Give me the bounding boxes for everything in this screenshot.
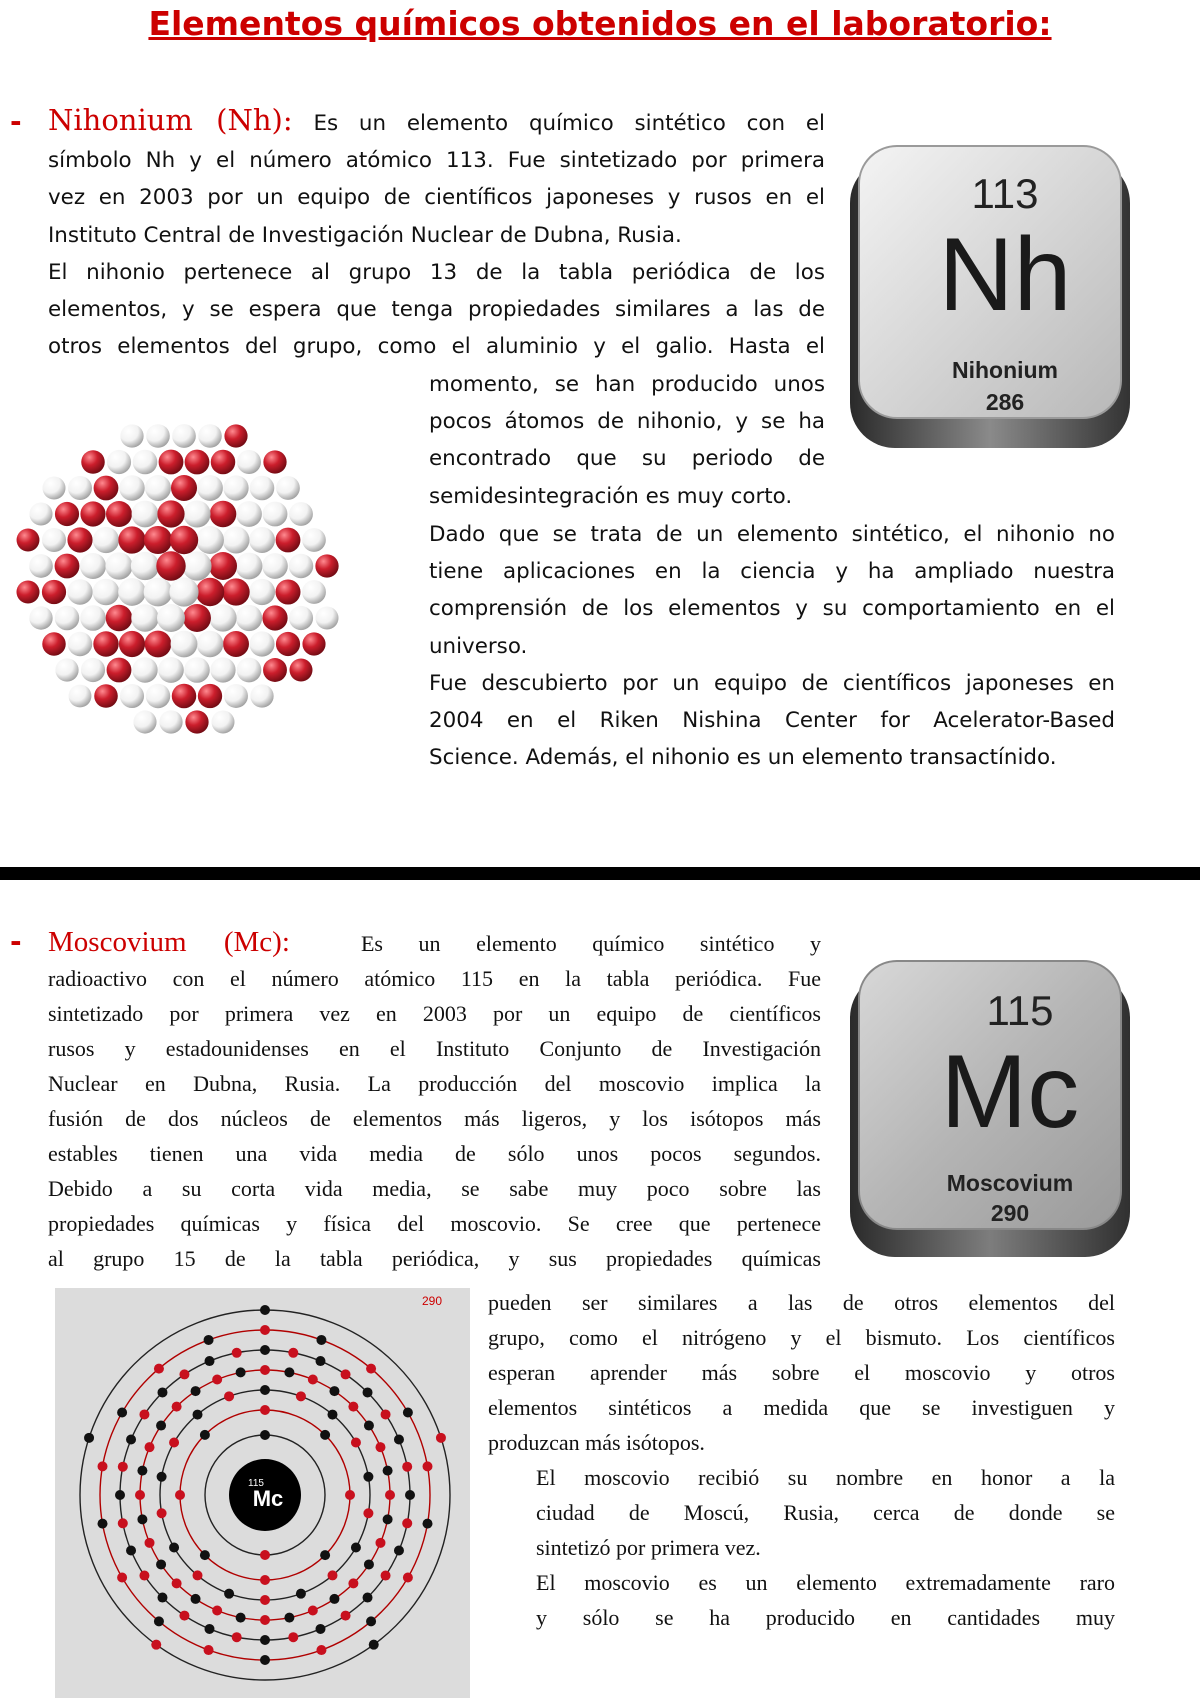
- electron-dot: [200, 1430, 210, 1440]
- nucleon-ball: [302, 632, 325, 655]
- text-line: sintetizado por primera vez en 2003 por un equipo de científicos: [48, 1001, 821, 1026]
- nucleon-ball: [132, 657, 157, 682]
- nucleon-ball: [223, 631, 249, 657]
- electron-dot: [288, 1348, 298, 1358]
- electron-dot: [98, 1461, 108, 1471]
- text-line: grupo, como el nitrógeno y el bismuto. Los científicos: [488, 1325, 1115, 1350]
- text-line: El nihonio pertenece al grupo 13 de la tabla periódica de los: [48, 259, 825, 285]
- text-line: Nuclear en Dubna, Rusia. La producción del moscovio implica la: [48, 1071, 821, 1096]
- tile-mass: 290: [990, 1200, 1030, 1226]
- nucleon-ball: [276, 476, 300, 500]
- nihonium-wide-paragraph: [48, 102, 825, 365]
- electron-dot: [117, 1408, 127, 1418]
- electron-dot: [394, 1545, 404, 1555]
- electron-dot: [156, 1421, 166, 1431]
- text-line: tiene aplicaciones en la ciencia y ha ampliado nuestra: [429, 559, 1115, 585]
- nucleon-ball: [145, 631, 172, 658]
- nucleon-ball: [249, 631, 274, 656]
- electron-dot: [316, 1335, 326, 1345]
- nihonium-bullet: -: [10, 105, 22, 138]
- nucleon-ball: [55, 606, 80, 631]
- electron-dot: [364, 1421, 374, 1431]
- electron-dot: [191, 1594, 201, 1604]
- nucleon-ball: [184, 657, 210, 683]
- nucleon-ball: [289, 658, 312, 681]
- nucleon-ball: [236, 605, 262, 631]
- electron-dot: [179, 1611, 189, 1621]
- electron-dot: [151, 1640, 161, 1650]
- nucleon-ball: [302, 580, 326, 604]
- nucleon-ball: [159, 710, 182, 733]
- moscovium-element-tile: [845, 955, 1135, 1265]
- electron-dot: [327, 1410, 337, 1420]
- electron-dot: [375, 1538, 385, 1548]
- electron-dot: [351, 1438, 361, 1448]
- electron-dot: [84, 1433, 94, 1443]
- text-line: esperan aprender más sobre el moscovio y otros: [488, 1360, 1115, 1385]
- nucleon-ball: [67, 579, 92, 604]
- nucleon-ball: [42, 632, 65, 655]
- nucleon-ball: [42, 476, 65, 499]
- electron-dot: [179, 1369, 189, 1379]
- electron-dot: [236, 1613, 246, 1623]
- nucleon-ball: [289, 502, 313, 526]
- electron-dot: [139, 1409, 149, 1419]
- nucleon-ball: [236, 501, 262, 527]
- electron-dot: [403, 1573, 413, 1583]
- electron-dot: [316, 1645, 326, 1655]
- electron-dot: [224, 1589, 234, 1599]
- electron-dot: [385, 1490, 395, 1500]
- electron-dot: [345, 1490, 355, 1500]
- electron-dot: [260, 1655, 270, 1665]
- electron-dot: [135, 1490, 145, 1500]
- nucleon-ball: [196, 526, 224, 554]
- electron-dot: [126, 1545, 136, 1555]
- text-line: El moscovio recibió su nombre en honor a la: [536, 1465, 1115, 1490]
- electron-dot: [157, 1508, 167, 1518]
- electron-dot: [260, 1305, 270, 1315]
- electron-dot: [260, 1595, 270, 1605]
- tile-symbol: Mc: [940, 1034, 1080, 1150]
- electron-dot: [288, 1632, 298, 1642]
- nucleon-ball: [144, 578, 173, 607]
- nucleon-ball: [224, 684, 248, 708]
- nucleon-ball: [17, 529, 40, 552]
- nucleon-ball: [250, 684, 273, 707]
- electron-dot: [224, 1391, 234, 1401]
- electron-dot: [320, 1550, 330, 1560]
- nucleon-ball: [275, 579, 300, 604]
- nucleon-ball: [222, 578, 249, 605]
- nucleon-ball: [42, 580, 66, 604]
- nucleon-ball: [55, 554, 80, 579]
- electron-dot: [315, 1624, 325, 1634]
- electron-dot: [145, 1442, 155, 1452]
- electron-dot: [126, 1435, 136, 1445]
- nucleon-ball: [237, 658, 262, 683]
- text-line: ciudad de Moscú, Rusia, cerca de donde se: [536, 1500, 1115, 1525]
- electron-dot: [329, 1594, 339, 1604]
- nucleon-ball: [262, 605, 287, 630]
- text-line: y sólo se ha producido en cantidades muy: [536, 1605, 1115, 1630]
- electron-dot: [315, 1356, 325, 1366]
- nucleon-ball: [80, 553, 106, 579]
- nucleon-ball: [93, 579, 120, 606]
- nucleon-ball: [145, 475, 171, 501]
- nucleon-ball: [94, 476, 119, 501]
- nucleon-ball: [289, 606, 313, 630]
- nucleon-ball: [29, 554, 53, 578]
- nucleon-ball: [185, 450, 210, 475]
- electron-dot: [383, 1466, 393, 1476]
- nucleon-ball: [315, 606, 338, 629]
- electron-dot: [296, 1391, 306, 1401]
- text-line: Es un elemento químico sintético y: [360, 931, 821, 956]
- electron-dot: [363, 1593, 373, 1603]
- electron-dot: [172, 1578, 182, 1588]
- nucleon-ball: [170, 526, 198, 554]
- nucleon-ball: [197, 631, 224, 658]
- text-line: propiedades químicas y física del moscovio. Se cree que pertenece: [48, 1211, 821, 1236]
- nucleon-ball: [16, 580, 39, 603]
- electron-dot: [193, 1410, 203, 1420]
- nucleon-ball: [93, 631, 118, 656]
- electron-dot: [260, 1575, 270, 1585]
- electron-dot: [118, 1462, 128, 1472]
- text-line: elementos, y se espera que tenga propiedades similares a las de: [48, 297, 825, 323]
- nucleon-ball: [107, 658, 132, 683]
- element-tile-graphic: [845, 138, 1135, 463]
- electron-dot: [403, 1408, 413, 1418]
- nucleon-ball: [211, 710, 234, 733]
- electron-dot: [232, 1348, 242, 1358]
- text-line: vez en 2003 por un equipo de científicos japoneses y rusos en el: [48, 185, 825, 211]
- nucleon-ball: [144, 526, 172, 554]
- nucleon-ball: [223, 475, 248, 500]
- nucleon-ball: [171, 631, 198, 658]
- nucleon-ball: [211, 450, 236, 475]
- nucleon-ball: [131, 552, 159, 580]
- electron-shell-diagram: [55, 1288, 470, 1698]
- nucleon-ball: [289, 554, 313, 578]
- nucleon-ball: [119, 475, 144, 500]
- electron-dot: [348, 1402, 358, 1412]
- electron-dot: [364, 1559, 374, 1569]
- electron-dot: [154, 1364, 164, 1374]
- nucleon-ball: [81, 658, 105, 682]
- diagram-mass: 290: [422, 1294, 443, 1308]
- electron-dot: [137, 1514, 147, 1524]
- electron-dot: [341, 1611, 351, 1621]
- electron-dot: [117, 1573, 127, 1583]
- nucleon-ball: [159, 450, 184, 475]
- nucleon-ball: [196, 578, 224, 606]
- nucleon-ball: [210, 657, 235, 682]
- electron-dot: [394, 1435, 404, 1445]
- electron-shell-graphic: [55, 1288, 470, 1698]
- electron-dot: [284, 1367, 294, 1377]
- nucleon-ball: [69, 685, 92, 708]
- text-line: Fue descubierto por un equipo de científicos japoneses en: [429, 670, 1115, 696]
- tile-number: 113: [971, 170, 1039, 217]
- electron-dot: [157, 1387, 167, 1397]
- nucleon-ball: [263, 658, 287, 682]
- electron-dot: [405, 1490, 415, 1500]
- nihonium-narrow-paragraph: [429, 366, 825, 515]
- nucleon-ball: [156, 551, 185, 580]
- electron-dot: [260, 1365, 270, 1375]
- text-line: sintetizó por primera vez.: [536, 1535, 761, 1560]
- text-line: Dado que se trata de un elemento sintético, el nihonio no: [429, 522, 1115, 547]
- nucleon-ball: [183, 604, 211, 632]
- nucleon-ball: [169, 577, 198, 606]
- moscovium-mid-paragraph: [488, 1285, 1115, 1460]
- nucleon-ball: [80, 501, 105, 526]
- electron-dot: [169, 1543, 179, 1553]
- electron-dot: [115, 1490, 125, 1500]
- nucleon-ball: [198, 684, 222, 708]
- tile-mass: 286: [985, 389, 1025, 415]
- nucleon-ball: [172, 424, 196, 448]
- text-line: El moscovio es un elemento extremadamente raro: [536, 1570, 1115, 1595]
- nucleon-ball: [68, 476, 92, 500]
- electron-dot: [296, 1589, 306, 1599]
- electron-dot: [348, 1578, 358, 1588]
- nucleon-ball: [133, 710, 156, 733]
- text-line: símbolo Nh y el número atómico 113. Fue sintetizado por primera: [48, 148, 825, 174]
- electron-dot: [366, 1364, 376, 1374]
- nucleon-ball: [210, 501, 237, 528]
- nucleon-ball: [158, 657, 184, 683]
- text-line: Debido a su corta vida media, se sabe muy poco sobre las: [48, 1176, 821, 1201]
- nucleon-ball: [198, 424, 222, 448]
- electron-dot: [260, 1615, 270, 1625]
- nucleon-ball: [236, 553, 263, 580]
- text-line: Science. Además, el nihonio es un elemento transactínido.: [429, 745, 1057, 771]
- nucleon-ball: [263, 450, 286, 473]
- nucleon-ball: [157, 500, 184, 527]
- text-line: pueden ser similares a las de otros elementos del: [488, 1290, 1115, 1315]
- electron-dot: [260, 1635, 270, 1645]
- electron-dot: [375, 1442, 385, 1452]
- electron-dot: [369, 1640, 379, 1650]
- nucleon-ball: [94, 684, 118, 708]
- electron-dot: [191, 1386, 201, 1396]
- page-title: Elementos químicos obtenidos en el laboratorio:: [148, 4, 1052, 43]
- electron-dot: [381, 1571, 391, 1581]
- text-line: produzcan más isótopos.: [488, 1430, 705, 1455]
- electron-dot: [260, 1550, 270, 1560]
- electron-dot: [204, 1335, 214, 1345]
- nucleon-ball: [276, 528, 301, 553]
- nucleon-ball: [250, 476, 275, 501]
- nucleon-ball: [197, 475, 223, 501]
- electron-dot: [98, 1519, 108, 1529]
- text-line: semidesintegración es muy corto.: [429, 483, 793, 509]
- nucleon-ball: [81, 450, 105, 474]
- text-line: comprensión de los elementos y su comportamiento en el: [429, 596, 1115, 622]
- electron-dot: [341, 1369, 351, 1379]
- electron-dot: [200, 1550, 210, 1560]
- nucleon-ball: [133, 450, 158, 475]
- nucleon-ball: [42, 528, 66, 552]
- nucleon-ball: [55, 658, 78, 681]
- electron-dot: [363, 1472, 373, 1482]
- nihonium-right-paragraph: [429, 516, 1115, 776]
- nucleon-ball: [118, 526, 145, 553]
- diagram-number: 115: [248, 1478, 264, 1489]
- nucleon-ball: [276, 632, 300, 656]
- nucleon-ball: [249, 579, 275, 605]
- nucleon-ball: [55, 502, 79, 526]
- text-line: Instituto Central de Investigación Nuclear de Dubna, Rusia.: [48, 222, 682, 248]
- electron-dot: [204, 1645, 214, 1655]
- nucleon-ball: [119, 631, 145, 657]
- nucleon-ball: [172, 684, 196, 708]
- text-line: fusión de dos núcleos de elementos más ligeros, y los isótopos más: [48, 1106, 821, 1131]
- nucleon-ball: [107, 450, 131, 474]
- nucleon-ball: [224, 424, 247, 447]
- nucleon-ball: [132, 501, 159, 528]
- moscovium-wide-paragraph: [48, 925, 821, 1276]
- nucleon-ball: [68, 632, 92, 656]
- electron-dot: [118, 1518, 128, 1528]
- nucleon-ball: [249, 527, 275, 553]
- nucleon-ball: [146, 424, 170, 448]
- diagram-symbol: Mc: [252, 1486, 284, 1511]
- electron-dot: [205, 1356, 215, 1366]
- electron-dot: [137, 1466, 147, 1476]
- electron-dot: [366, 1616, 376, 1626]
- nucleon-ball: [262, 553, 288, 579]
- nucleon-ball: [80, 605, 106, 631]
- text-line: radioactivo con el número atómico 115 en la tabla periódica. Fue: [48, 966, 821, 991]
- nucleon-ball: [185, 710, 208, 733]
- electron-dot: [260, 1405, 270, 1415]
- electron-dot: [205, 1624, 215, 1634]
- electron-dot: [154, 1616, 164, 1626]
- nucleon-ball: [29, 606, 52, 629]
- tile-element-name: Nihonium: [951, 357, 1059, 383]
- nucleon-ball: [131, 604, 158, 631]
- electron-dot: [327, 1570, 337, 1580]
- text-line: estables tienen una vida media de sólo unos pocos segundos.: [48, 1141, 821, 1166]
- section-divider: [0, 867, 1200, 880]
- text-line: universo.: [429, 633, 528, 659]
- electron-dot: [329, 1386, 339, 1396]
- moscovium-bullet: -: [10, 925, 22, 958]
- electron-dot: [260, 1325, 270, 1335]
- nucleon-ball: [237, 450, 261, 474]
- text-line: momento, se han producido unos: [429, 372, 825, 397]
- text-line: al grupo 15 de la tabla periódica, y sus propiedades químicas: [48, 1246, 821, 1271]
- nucleon-ball: [67, 527, 92, 552]
- electron-dot: [363, 1387, 373, 1397]
- electron-dot: [145, 1538, 155, 1548]
- nucleon-ball: [146, 684, 170, 708]
- tile-symbol: Nh: [938, 217, 1072, 333]
- electron-dot: [260, 1345, 270, 1355]
- electron-dot: [193, 1570, 203, 1580]
- text-line: otros elementos del grupo, como el aluminio y el galio. Hasta el: [48, 334, 825, 360]
- electron-dot: [175, 1490, 185, 1500]
- nucleon-ball: [157, 604, 185, 632]
- nucleus-graphic: [0, 395, 365, 755]
- electron-dot: [383, 1514, 393, 1524]
- electron-dot: [169, 1438, 179, 1448]
- nucleus-illustration: [0, 395, 365, 755]
- nucleon-ball: [93, 527, 119, 553]
- text-line: elementos sintéticos a medida que se investiguen y: [488, 1395, 1115, 1420]
- electron-dot: [308, 1605, 318, 1615]
- text-line: 2004 en el Riken Nishina Center for Acelerator-Based: [429, 708, 1115, 734]
- electron-dot: [156, 1559, 166, 1569]
- nihonium-element-tile: [845, 138, 1135, 463]
- tile-element-name: Moscovium: [946, 1170, 1074, 1196]
- text-line: encontrado que su periodo de: [429, 446, 825, 472]
- electron-dot: [381, 1409, 391, 1419]
- electron-dot: [422, 1519, 432, 1529]
- nucleon-ball: [106, 605, 133, 632]
- nucleon-ball: [105, 552, 132, 579]
- nucleon-ball: [302, 528, 326, 552]
- nucleon-ball: [209, 604, 236, 631]
- nihonium-heading: Nihonium (Nh):: [48, 103, 293, 137]
- moscovium-indented-paragraph: [536, 1460, 1115, 1635]
- electron-dot: [232, 1632, 242, 1642]
- electron-dot: [157, 1472, 167, 1482]
- electron-dot: [351, 1543, 361, 1553]
- electron-dot: [284, 1613, 294, 1623]
- text-line: pocos átomos de nihonio, y se ha: [429, 409, 825, 435]
- electron-dot: [402, 1462, 412, 1472]
- electron-dot: [157, 1593, 167, 1603]
- electron-dot: [172, 1402, 182, 1412]
- electron-dot: [260, 1430, 270, 1440]
- nucleon-ball: [263, 502, 288, 527]
- electron-dot: [260, 1385, 270, 1395]
- electron-dot: [320, 1430, 330, 1440]
- text-line: Es un elemento químico sintético con el: [313, 111, 825, 136]
- electron-dot: [212, 1375, 222, 1385]
- electron-dot: [436, 1433, 446, 1443]
- nucleon-ball: [120, 424, 143, 447]
- electron-dot: [236, 1367, 246, 1377]
- moscovium-heading: Moscovium (Mc):: [48, 926, 290, 958]
- nucleon-ball: [209, 552, 237, 580]
- text-line: rusos y estadounidenses en el Instituto Conjunto de Investigación: [48, 1036, 821, 1061]
- nucleon-ball: [182, 551, 211, 580]
- nucleon-ball: [223, 527, 250, 554]
- electron-dot: [139, 1571, 149, 1581]
- nucleon-ball: [120, 684, 144, 708]
- nucleon-ball: [183, 500, 210, 527]
- nucleon-ball: [118, 578, 146, 606]
- nucleon-ball: [106, 501, 132, 527]
- nucleon-ball: [315, 554, 338, 577]
- electron-dot: [402, 1518, 412, 1528]
- electron-dot: [212, 1605, 222, 1615]
- tile-number: 115: [986, 987, 1054, 1034]
- electron-dot: [363, 1508, 373, 1518]
- nucleon-ball: [29, 502, 52, 525]
- element-tile-graphic: [845, 955, 1135, 1265]
- electron-dot: [422, 1461, 432, 1471]
- nucleon-ball: [171, 475, 197, 501]
- electron-dot: [308, 1375, 318, 1385]
